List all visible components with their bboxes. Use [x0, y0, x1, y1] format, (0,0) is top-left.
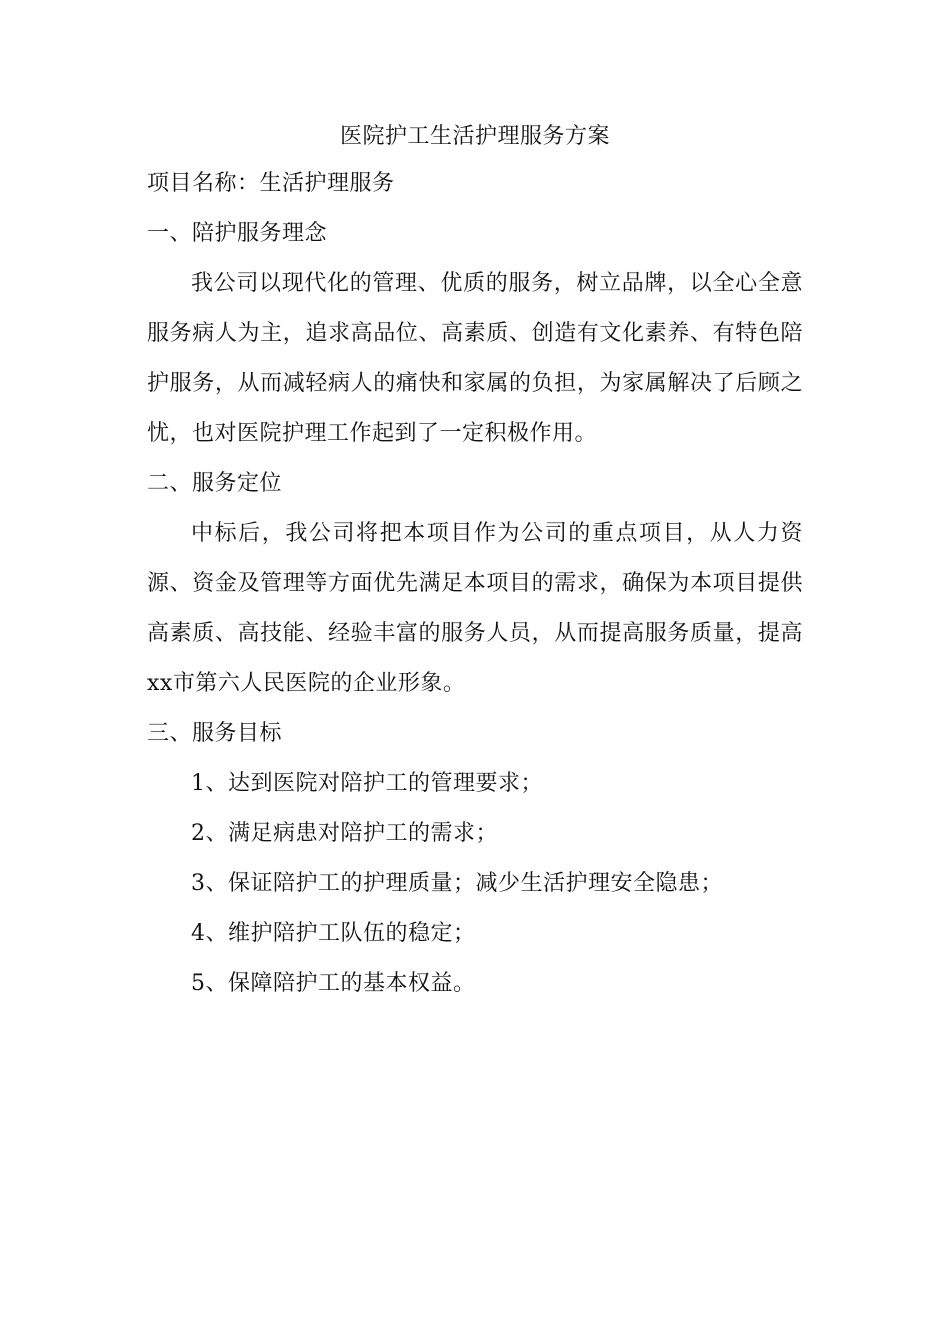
goals-list: [147, 759, 803, 1009]
project-name-line: 项目名称：生活护理服务: [147, 171, 395, 196]
section-paragraph-philosophy: 我公司以现代化的管理、优质的服务，树立品牌，以全心全意服务病人为主，追求高品位、高素质、创造有文化素养、有特色陪护服务，从而减轻病人的痛快和家属的负担，为家属解决了后顾之忧，也对医院护理工作起到了一定积极作用。: [147, 271, 803, 446]
list-item: 2、满足病患对陪护工的需求；: [191, 821, 498, 846]
section-heading-goals: 三、服务目标: [147, 721, 283, 746]
section-heading-positioning: 二、服务定位: [147, 471, 283, 496]
document-title: 医院护工生活护理服务方案: [339, 124, 610, 149]
list-item: 5、保障陪护工的基本权益。: [191, 971, 476, 996]
document-body: [147, 115, 803, 1009]
list-item: 1、达到医院对陪护工的管理要求；: [191, 771, 543, 796]
list-item: 3、保证陪护工的护理质量；减少生活护理安全隐患；: [191, 871, 723, 896]
section-paragraph-positioning: 中标后，我公司将把本项目作为公司的重点项目，从人力资源、资金及管理等方面优先满足本项目的需求，确保为本项目提供高素质、高技能、经验丰富的服务人员，从而提高服务质量，提高xx市第六人民医院的企业形象。: [147, 521, 803, 696]
section-heading-philosophy: 一、陪护服务理念: [147, 221, 328, 246]
list-item: 4、维护陪护工队伍的稳定；: [191, 921, 476, 946]
